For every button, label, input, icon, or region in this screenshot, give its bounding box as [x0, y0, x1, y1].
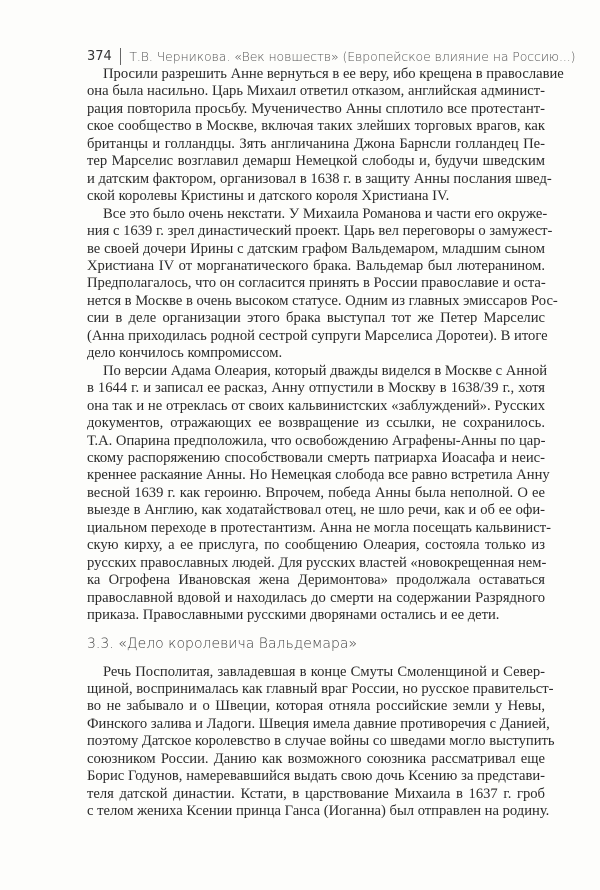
text-line: православной вдовой и находилась до смерти на содержании Разрядного	[87, 589, 545, 606]
text-line: британцы и голландцы. Зять англичанина Джона Барнсли голландец Пе-	[87, 135, 545, 152]
text-line: Христиана IV от морганатического брака. Вальдемар был лютеранином.	[87, 257, 545, 274]
text-line: (Анна приходилась родной сестрой супруги Марселиса Доротеи). В итоге	[87, 327, 548, 344]
text-line: союзником России. Данию как возможного союзника рассматривал еще	[87, 750, 545, 767]
text-line: циальном переходе в протестантизм. Анна не могла посещать кальвинист-	[87, 519, 551, 536]
text-line: рация повторила просьбу. Мученичество Анны сплотило все протестант-	[87, 100, 545, 117]
text-line: с телом жениха Ксении принца Ганса (Иоганна) был отправлен на родину.	[87, 803, 550, 820]
main-text	[87, 66, 564, 625]
text-line: ве своей дочери Ирины с датским графом Вальдемаром, младшим сыном	[87, 240, 545, 257]
text-line: сии в деле организации этого брака выступал тот же Петер Марселис	[87, 310, 545, 327]
text-line: Т.А. Опарина предположила, что освобождению Аграфены-Анны по цар-	[87, 432, 546, 449]
text-line: ка Огрофена Ивановская жена Деримонтова» продолжала оставаться	[87, 572, 545, 589]
text-line: она была насильно. Царь Михаил ответил отказом, английская админист-	[87, 83, 545, 100]
text-line: тер Марселис возглавил демарш Немецкой слободы и, будучи шведским	[87, 153, 545, 170]
text-line: и датским фактором, организовал в 1638 г. в защиту Анны послания швед-	[87, 170, 552, 187]
text-line: нется в Москве в очень высоком статусе. Одним из главных эмиссаров Рос-	[87, 292, 558, 309]
text-line: она так и не отреклась от своих кальвинистских «заблуждений». Русских	[87, 397, 545, 414]
paragraph	[87, 362, 551, 625]
text-line: Предполагалось, что он согласится принять в России православие и оста-	[87, 275, 546, 292]
section-heading: 3.3. «Дело королевича Вальдемара»	[87, 635, 358, 652]
text-line: ской королевы Кристины и датского короля Христиана IV.	[87, 188, 450, 205]
text-line: русских православных людей. Для русских властей «новокрещенная нем-	[87, 554, 547, 571]
text-line: скому распоряжению способствовали смерть патриарха Иоасафа и неис-	[87, 449, 545, 466]
paragraph	[87, 663, 555, 821]
text-line: в 1644 г. и записал ее расказ, Анну отпустили в Москву в 1638/39 г., хотя	[87, 380, 545, 397]
paragraph	[87, 66, 564, 206]
text-line: во не забывало и о Швеции, которая отняла российские земли у Невы,	[87, 698, 545, 715]
text-line: Все это было очень некстати. У Михаила Романова и части его окруже-	[103, 205, 548, 222]
text-line: Финского залива и Ладоги. Швеция имела давние противоречия с Данией,	[87, 715, 550, 732]
text-line: выезде в Англию, как ходатайствовал отец, не шло речи, как и об ее офи-	[87, 502, 545, 519]
text-line: ния с 1639 г. зрел династический проект. Царь вел переговоры о замужест-	[87, 223, 553, 240]
text-line: Борис Годунов, намеревавшийся выдать свою дочь Ксению за представи-	[87, 768, 545, 785]
running-title: Т.В. Черникова. «Век новшеств» (Европейское влияние на Россию...)	[129, 49, 576, 64]
text-line: щиной, воспринималась как главный враг России, но русское правительст-	[87, 680, 554, 697]
page-number: 374	[87, 49, 112, 64]
text-line: приказа. Православными русскими дворянами остались и ее дети.	[87, 607, 500, 624]
page-body	[87, 66, 564, 821]
text-line: Просили разрешить Анне вернуться в ее веру, ибо крещена в православие	[103, 66, 564, 82]
text-line: теля датской династии. Кстати, в царствование Михаила в 1637 г. гроб	[87, 785, 545, 802]
text-line: скую кирху, а ее прислуга, по сообщению Олеария, состояла только из	[87, 537, 545, 554]
section-text	[87, 663, 555, 821]
text-line: документов, отражающих ее возвращение из ссылки, не сохранилось.	[87, 415, 545, 432]
header-divider	[120, 48, 122, 65]
paragraph	[87, 205, 558, 363]
text-line: креннее раскаяние Анны. Но Немецкая слобода все равно встретила Анну	[87, 467, 550, 484]
text-line: весной 1639 г. как героиню. Впрочем, победа Анны была неполной. О ее	[87, 484, 545, 501]
text-line: ское сообщество в Москве, включая таких злейших торговых врагов, как	[87, 118, 545, 135]
text-line: Речь Посполитая, завладевшая в конце Смуты Смоленщиной и Север-	[103, 663, 545, 680]
text-line: поэтому Датское королевство в случае войны со шведами могло выступить	[87, 733, 555, 750]
running-header	[87, 48, 575, 65]
text-line: дело кончилось компромиссом.	[87, 345, 283, 362]
text-line: По версии Адама Олеария, который дважды виделся в Москве с Анной	[103, 362, 548, 379]
